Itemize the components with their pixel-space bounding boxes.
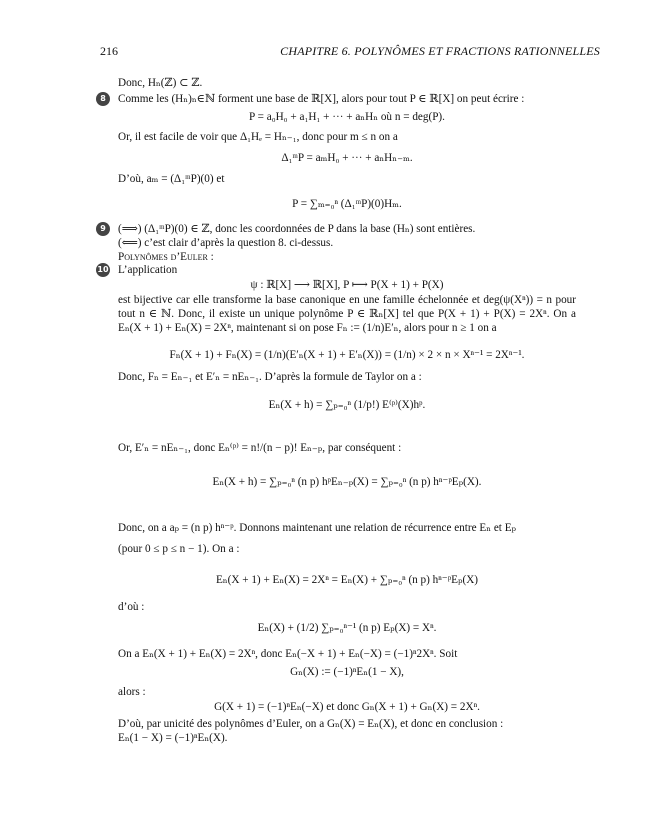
text-line: Comme les (Hₙ)ₙ∈ℕ forment une base de ℝ[X], alors pour tout P ∈ ℝ[X] on peut écrire : — [118, 93, 525, 105]
equation: Eₙ(X + 1) + Eₙ(X) = 2Xⁿ = Eₙ(X) + ∑ₚ₌₀ⁿ (n p) hⁿ⁻ᵖEₚ(X) — [215, 574, 479, 586]
text-line: Or, il est facile de voir que Δ₁Hₑ = Hₙ₋₁, donc pour m ≤ n on a — [118, 131, 398, 143]
text-line: Donc, Hₙ(ℤ) ⊂ ℤ. — [118, 77, 203, 89]
question-marker-8: 8 — [96, 92, 110, 106]
equation: Eₙ(X + h) = ∑ₚ₌₀ⁿ (1/p!) E⁽ᵖ⁾(X)hᵖ. — [268, 399, 426, 411]
section-heading: Polynômes d’Euler : — [118, 251, 214, 263]
equation: Δ₁ᵐP = aₘH₀ + ··· + aₙHₙ₋ₘ. — [281, 152, 413, 164]
text-line: D’où, aₘ = (Δ₁ᵐP)(0) et — [118, 173, 225, 185]
equation: P = ∑ₘ₌₀ⁿ (Δ₁ᵐP)(0)Hₘ. — [292, 198, 402, 210]
equation: P = a₀H₀ + a₁H₁ + ··· + aₙHₙ où n = deg(P). — [249, 111, 445, 123]
equation: Gₙ(X) := (−1)ⁿEₙ(1 − X), — [290, 666, 404, 678]
page-number: 216 — [100, 44, 118, 58]
question-marker-9: 9 — [96, 222, 110, 236]
running-header: CHAPITRE 6. POLYNÔMES ET FRACTIONS RATIONNELLES — [280, 44, 600, 58]
text-line: (pour 0 ≤ p ≤ n − 1). On a : — [118, 543, 240, 555]
equation: Eₙ(X + h) = ∑ₚ₌₀ⁿ (n p) hᵖEₙ₋ₚ(X) = ∑ₚ₌₀ⁿ (n p) hⁿ⁻ᵖEₚ(X). — [212, 476, 482, 488]
question-marker-10: 10 — [96, 263, 110, 277]
text-line: (⟹) (Δ₁ᵐP)(0) ∈ ℤ, donc les coordonnées de P dans la base (Hₙ) sont entières. — [118, 223, 476, 235]
text-line: d’où : — [118, 601, 145, 613]
text-line: Donc, on a aₚ = (n p) hⁿ⁻ᵖ. Donnons maintenant une relation de récurrence entre Eₙ et Eₚ — [118, 522, 517, 534]
equation: Fₙ(X + 1) + Fₙ(X) = (1/n)(E′ₙ(X + 1) + E′ₙ(X)) = (1/n) × 2 × n × Xⁿ⁻¹ = 2Xⁿ⁻¹. — [169, 349, 525, 361]
text-line: L’application — [118, 264, 178, 276]
text-line: Eₙ(1 − X) = (−1)ⁿEₙ(X). — [118, 732, 228, 744]
text-line: D’où, par unicité des polynômes d’Euler, on a Gₙ(X) = Eₙ(X), et donc en conclusion : — [118, 718, 504, 730]
equation: ψ : ℝ[X] ⟶ ℝ[X], P ⟼ P(X + 1) + P(X) — [250, 279, 444, 291]
paragraph: est bijective car elle transforme la base canonique en une famille échelonnée et deg(ψ(Xⁿ)) = n pour tout n ∈ ℕ. Donc, il existe un unique polynôme P ∈ ℝₙ[X] tel que P(X + 1) + P(X) = 2Xⁿ. On a Eₙ(X + 1) + Eₙ(X) = 2Xⁿ, maintenant si on pose Fₙ := (1/n)E′ₙ, alors pour n ≥ 1 on a — [118, 294, 576, 334]
equation: Eₙ(X) + (1/2) ∑ₚ₌₀ⁿ⁻¹ (n p) Eₚ(X) = Xⁿ. — [257, 622, 437, 634]
text-line: Donc, Fₙ = Eₙ₋₁ et E′ₙ = nEₙ₋₁. D’après la formule de Taylor on a : — [118, 371, 422, 383]
text-line: Or, E′ₙ = nEₙ₋₁, donc Eₙ⁽ᵖ⁾ = n!/(n − p)! Eₙ₋ₚ, par conséquent : — [118, 442, 402, 454]
text-line: On a Eₙ(X + 1) + Eₙ(X) = 2Xⁿ, donc Eₙ(−X + 1) + Eₙ(−X) = (−1)ⁿ2Xⁿ. Soit — [118, 648, 458, 660]
text-line: alors : — [118, 686, 146, 698]
equation: G(X + 1) = (−1)ⁿEₙ(−X) et donc Gₙ(X + 1) + Gₙ(X) = 2Xⁿ. — [214, 701, 480, 713]
text-line: (⟸) c’est clair d’après la question 8. ci-dessus. — [118, 237, 334, 249]
